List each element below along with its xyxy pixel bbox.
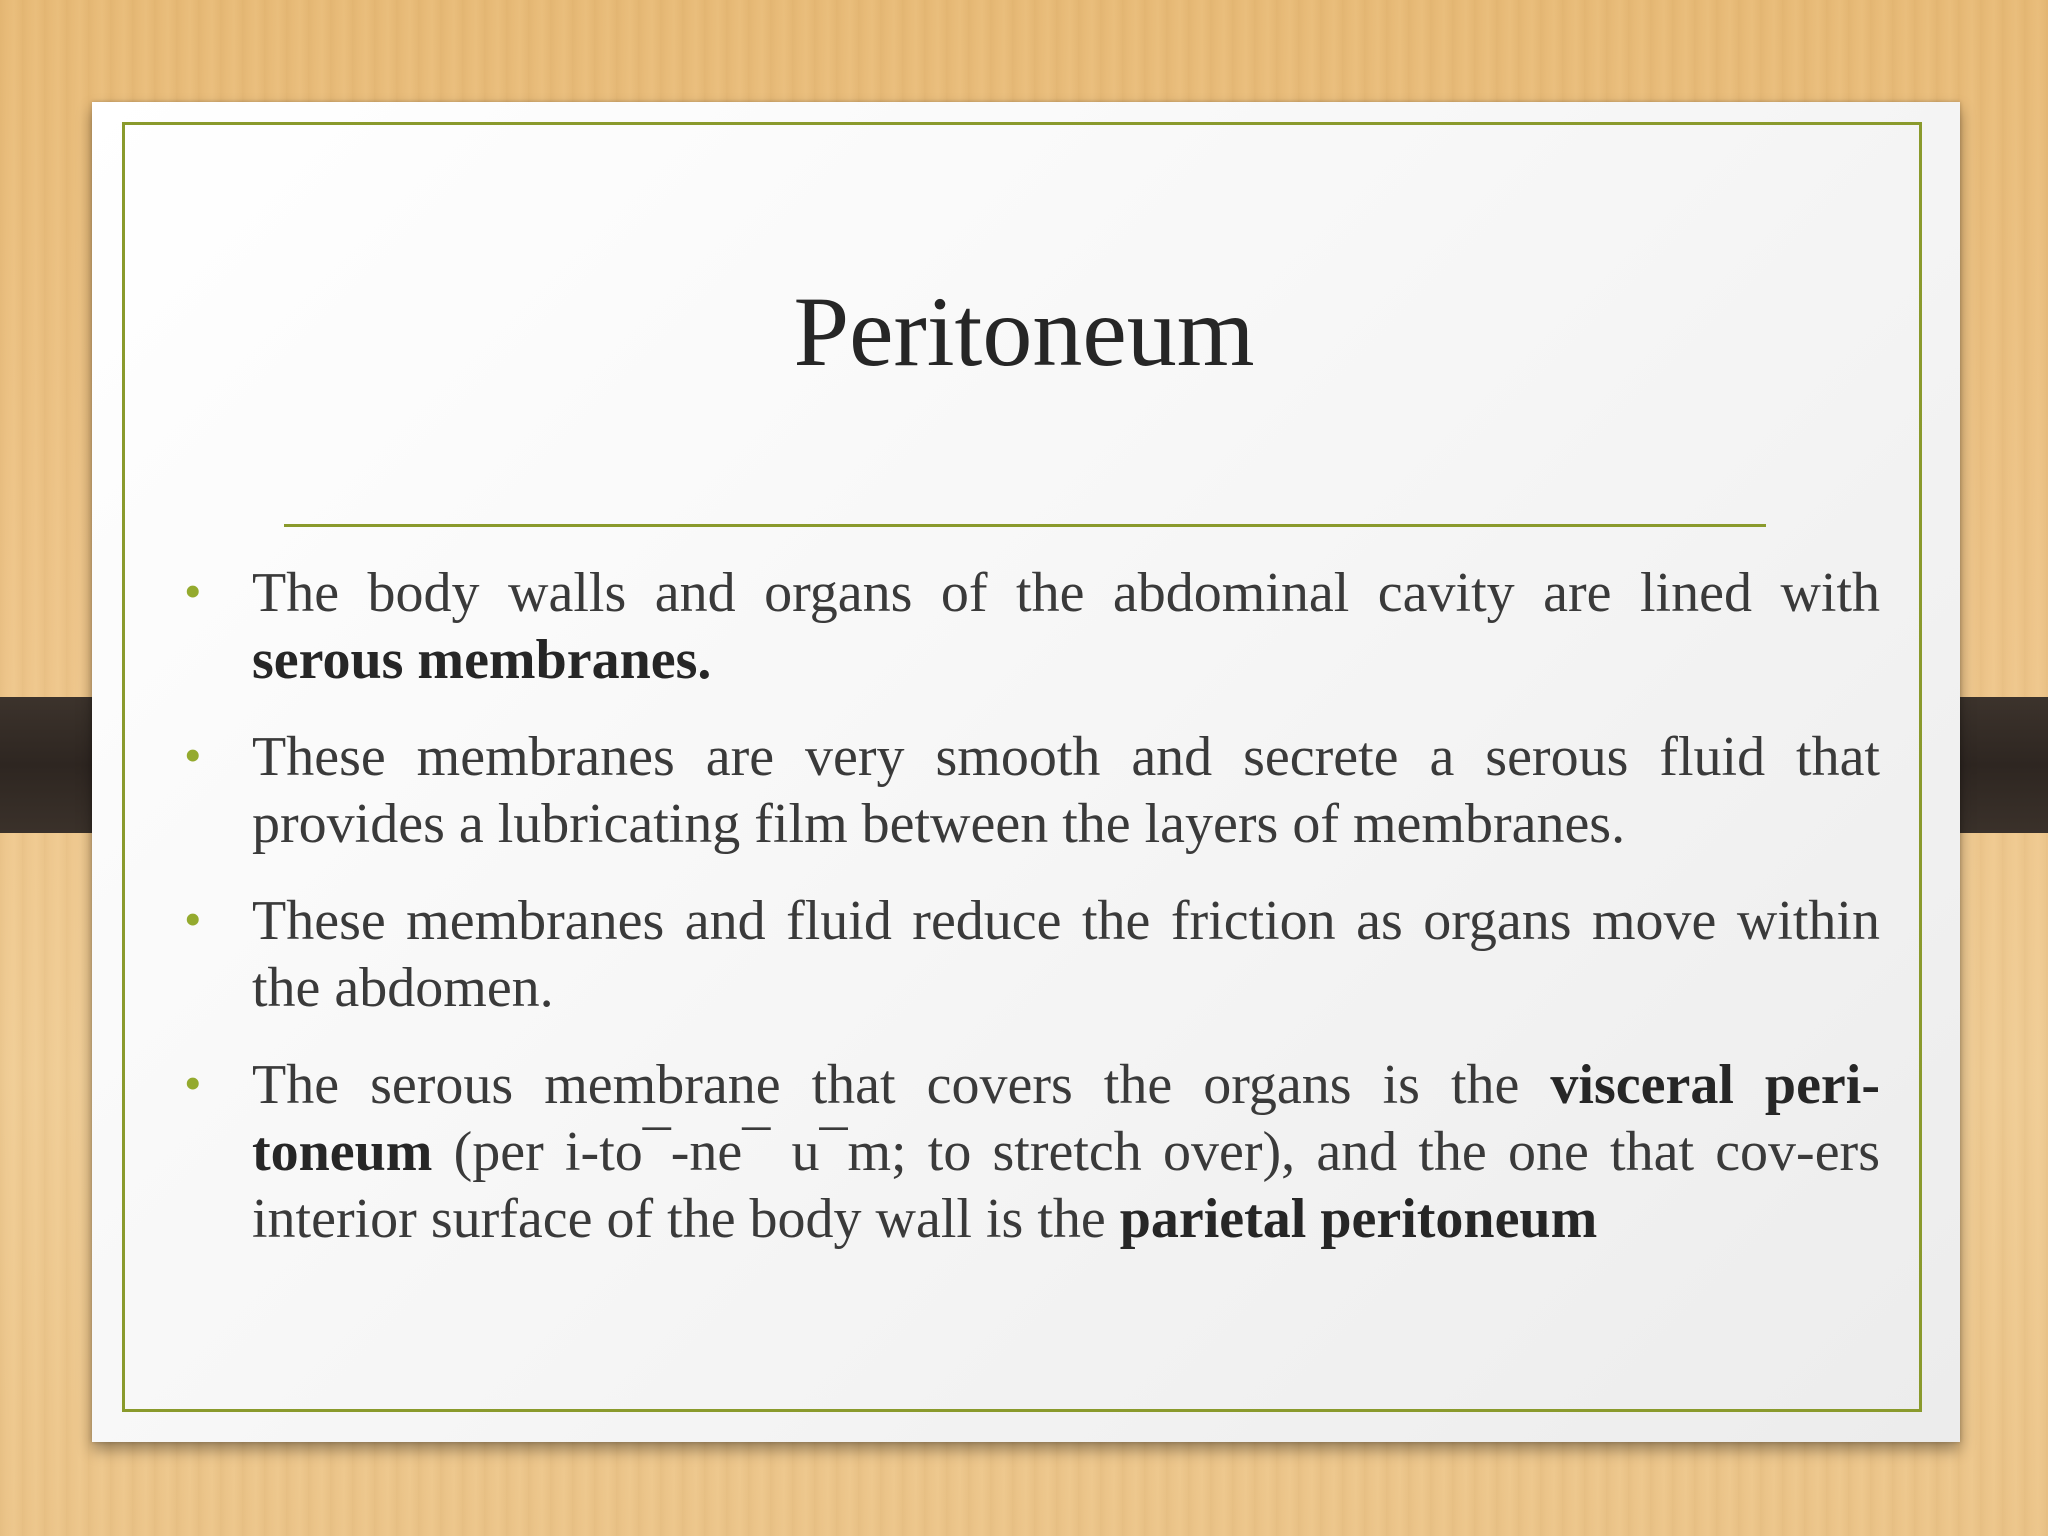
bullet-item	[180, 560, 1880, 694]
slide-title: Peritoneum	[793, 276, 1255, 387]
bullet-bold-term: visceral peri-toneum	[252, 1054, 1880, 1183]
bullet-item	[180, 888, 1880, 1022]
bullet-item	[180, 724, 1880, 858]
bullet-text: The serous membrane that covers the organs is the	[252, 1054, 1551, 1116]
title-divider	[284, 524, 1766, 527]
bullet-list	[180, 560, 1880, 1283]
bullet-bold-term: parietal peritoneum	[1119, 1188, 1598, 1250]
bullet-text: These membranes and fluid reduce the friction as organs move within the abdomen.	[252, 890, 1880, 1019]
bullet-text: The body walls and organs of the abdominal cavity are lined with	[252, 562, 1880, 624]
bullet-bold-term: serous membranes.	[252, 629, 712, 691]
bullet-text: (per i-to¯-ne¯ u¯m; to stretch over), and the one that cov-ers interior surface of the body wall is the	[252, 1121, 1880, 1250]
bullet-item	[180, 1052, 1880, 1253]
bullet-text: These membranes are very smooth and secrete a serous fluid that provides a lubricating film between the layers of membranes.	[252, 726, 1880, 855]
